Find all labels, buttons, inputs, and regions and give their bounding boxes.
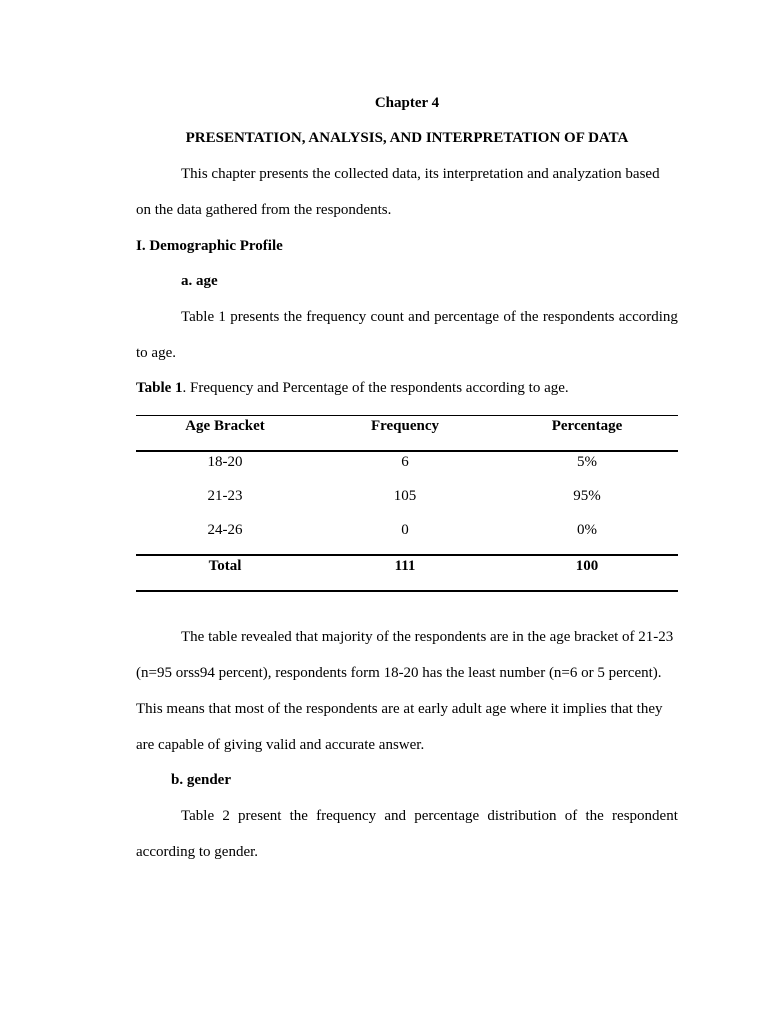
table-header-rule — [136, 450, 678, 452]
intro-paragraph-line-1: This chapter presents the collected data, its interpretation and analyzation based — [181, 166, 660, 182]
table-total-label: Total — [208, 558, 242, 574]
table-total-frequency: 111 — [394, 558, 416, 574]
analysis-line-1: The table revealed that majority of the respondents are in the age bracket of 21-23 — [181, 629, 674, 645]
word: presents — [230, 309, 280, 325]
analysis-line-2: (n=95 orss94 percent), respondents form 18-20 has the least number (n=6 or 5 percent). — [136, 665, 662, 681]
table-cell-age-bracket: 24-26 — [207, 522, 243, 538]
word: the — [520, 309, 539, 325]
table-top-rule — [136, 415, 678, 416]
analysis-line-3: This means that most of the respondents are at early adult age where it implies that they — [136, 701, 663, 717]
table-1-caption-text: . Frequency and Percentage of the respondents according to age. — [182, 380, 569, 396]
chapter-title: PRESENTATION, ANALYSIS, AND INTERPRETATION OF DATA — [185, 130, 629, 146]
age-intro-line-2: to age. — [136, 345, 176, 361]
word: 2 — [222, 808, 230, 824]
table-total-percentage: 100 — [575, 558, 599, 574]
table-bottom-rule — [136, 590, 678, 592]
word: the — [585, 808, 604, 824]
word: percentage — [414, 808, 480, 824]
chapter-number: Chapter 4 — [374, 95, 440, 111]
table-cell-frequency: 105 — [393, 488, 417, 504]
word: Table — [181, 309, 215, 325]
table-total-rule — [136, 554, 678, 556]
word: of — [503, 309, 516, 325]
subsection-heading-age: a. age — [181, 273, 218, 289]
table-cell-age-bracket: 21-23 — [207, 488, 243, 504]
word: of — [564, 808, 578, 824]
word: frequency — [306, 309, 367, 325]
word: frequency — [316, 808, 377, 824]
table-cell-age-bracket: 18-20 — [207, 454, 243, 470]
table-1-caption — [136, 379, 569, 397]
gender-intro-line-1 — [181, 807, 678, 825]
table-cell-frequency: 6 — [401, 454, 409, 470]
subsection-heading-gender: b. gender — [171, 772, 231, 788]
table-1-caption-label: Table 1 — [136, 380, 183, 396]
gender-intro-line-2: according to gender. — [136, 844, 259, 860]
table-cell-percentage: 0% — [577, 522, 597, 538]
table-cell-percentage: 5% — [577, 454, 597, 470]
table-header-percentage: Percentage — [551, 418, 623, 434]
table-cell-percentage: 95% — [573, 488, 601, 504]
word: the — [289, 808, 308, 824]
word: and — [408, 309, 430, 325]
word: count — [370, 309, 404, 325]
word: respondents — [542, 309, 615, 325]
age-intro-line-1 — [181, 308, 678, 326]
section-heading-demographic-profile: I. Demographic Profile — [136, 238, 283, 254]
word: distribution — [487, 808, 557, 824]
analysis-line-4: are capable of giving valid and accurate answer. — [136, 737, 425, 753]
intro-paragraph-line-2: on the data gathered from the respondents. — [136, 202, 392, 218]
word: 1 — [218, 309, 226, 325]
word: according — [618, 309, 678, 325]
word: respondent — [612, 808, 678, 824]
table-header-age-bracket: Age Bracket — [185, 418, 265, 434]
word: percentage — [434, 309, 500, 325]
table-cell-frequency: 0 — [401, 522, 409, 538]
word: and — [384, 808, 406, 824]
word: present — [238, 808, 282, 824]
word: Table — [181, 808, 215, 824]
word: the — [283, 309, 302, 325]
table-header-frequency: Frequency — [370, 418, 440, 434]
